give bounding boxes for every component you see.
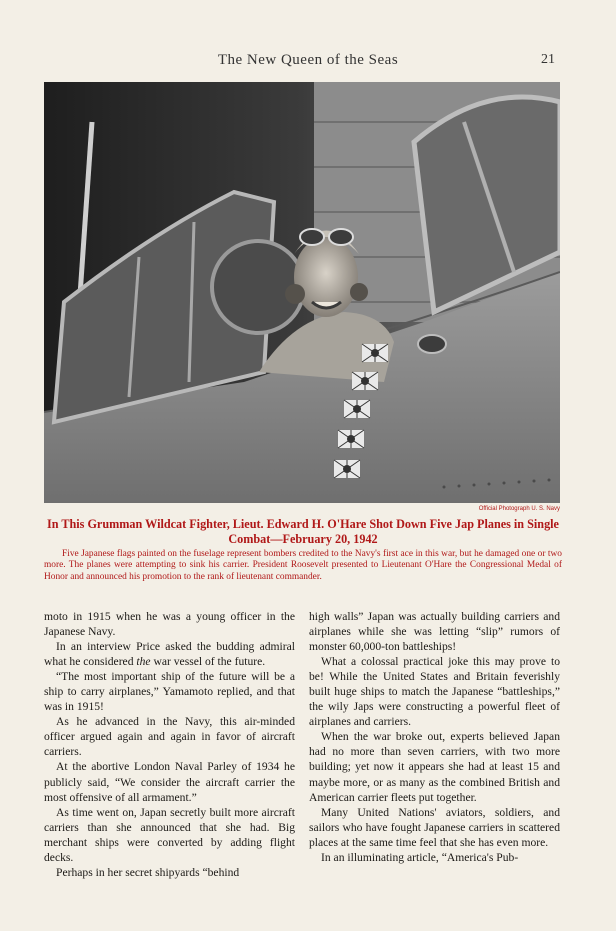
paragraph: moto in 1915 when he was a young officer in the Japanese Navy. xyxy=(44,610,295,639)
paragraph: When the war broke out, experts believed Japan had no more than seven carriers, with two more building; yet now it appears she had at least 15 and maybe more, or as many as the combined British and American carrier fleets put together. xyxy=(309,730,560,804)
paragraph: As time went on, Japan secretly built more aircraft carriers than she announced that she had. Big merchant ships were converted by adding flight decks. xyxy=(44,805,295,864)
right-column xyxy=(309,609,560,865)
photo-credit: Official Photograph U. S. Navy xyxy=(478,506,560,512)
paragraph: At the abortive London Naval Parley of 1934 he publicly said, “We consider the aircraft carrier the most offensive of all armament.” xyxy=(44,760,295,804)
paragraph: “The most important ship of the future will be a ship to carry airplanes,” Yamamoto replied, and that was in 1915! xyxy=(44,670,295,714)
running-title: The New Queen of the Seas xyxy=(217,52,399,68)
paragraph: In an interview Price asked the budding admiral what he considered the war vessel of the future. xyxy=(44,640,295,669)
emphasis: the xyxy=(136,655,151,669)
caption-body: Five Japanese flags painted on the fuselage represent bombers credited to the Navy's first ace in this war, but he damaged one or two more. The planes were attempting to sink his carrier. President Roosevelt presented to Lieutenant O'Hare the Congressional Medal of Honor and announced his promotion to the rank of lieutenant commander. xyxy=(44,549,562,582)
left-column xyxy=(44,609,295,880)
cockpit-photograph xyxy=(44,82,560,503)
paragraph: As he advanced in the Navy, this air-minded officer argued again and again in favor of aircraft carriers. xyxy=(44,715,295,759)
paragraph: What a colossal practical joke this may prove to be! While the United States and Britain feverishly built huge ships to match the Japanese “battleships,” the wily Japs were constructing a powerful fleet of airplanes and carriers. xyxy=(309,655,560,729)
paragraph: In an illuminating article, “America's Pub- xyxy=(321,850,519,864)
caption-title: In This Grumman Wildcat Fighter, Lieut. Edward H. O'Hare Shot Down Five Jap Planes in Single Combat—February 20, 1942 xyxy=(47,517,559,546)
paragraph: high walls” Japan was actually building carriers and airplanes while she was letting “slip” rumors of monster 60,000-ton battleships! xyxy=(309,610,560,654)
paragraph: Perhaps in her secret shipyards “behind xyxy=(56,865,240,879)
paragraph: Many United Nations' aviators, soldiers, and sailors who have fought Japanese carriers in scattered places at the same time feel that she has even more. xyxy=(309,805,560,849)
page-number: 21 xyxy=(541,52,555,67)
